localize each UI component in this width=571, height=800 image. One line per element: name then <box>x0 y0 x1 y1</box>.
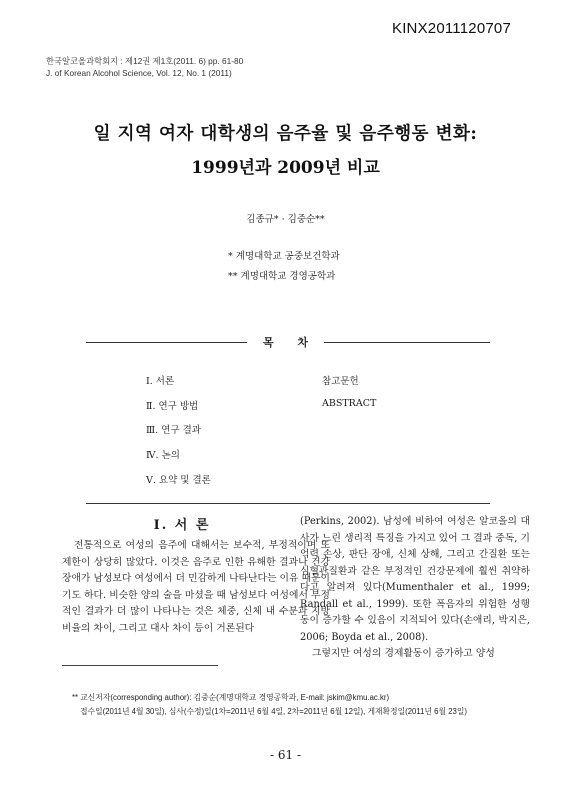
paper-subtitle: 1999년과 2009년 비교 <box>191 158 380 178</box>
toc-item-discussion: Ⅳ. 논의 <box>146 450 180 461</box>
body-paragraph-left: 전통적으로 여성의 음주에 대해서는 보수적, 부정적이며 또 제한이 상당히 많았다. 이것은 음주로 인한 유해한 결과나 건강장애가 남성보다 여성에서 더 민감하게 나타난다는 이유 때문이기도 하다. 비슷한 양의 술을 마셨을 때 남성보다 여성에서 부정적인 결과가 더 많이 나타나는 것은 체중, 신체 내 수분과 지방 비율의 차이, 그리고 대사 차이 등이 거론된다 <box>62 540 330 634</box>
section-heading: Ⅰ. 서 론 <box>153 518 211 533</box>
footnote-corresponding: ** 교신저자(corresponding author): 김중순(계명대학교 경영공학과, E-mail: jskim@kmu.ac.kr) <box>72 693 390 702</box>
toc-item-intro: Ⅰ. 서론 <box>146 376 175 387</box>
footnote-divider <box>62 665 218 666</box>
toc-item-methods: Ⅱ. 연구 방법 <box>146 401 199 412</box>
paper-title: 일 지역 여자 대학생의 음주율 및 음주행동 변화: <box>93 124 478 144</box>
affiliation-1: * 계명대학교 공중보건학과 <box>228 251 340 262</box>
authors: 김종규* · 김중순** <box>246 214 325 225</box>
body-column-right <box>300 514 530 663</box>
journal-korean: 한국알코올과학회지 : 제12권 제1호(2011. 6) pp. 61-80 <box>46 56 244 66</box>
body-paragraph-right-2: 그렇지만 여성의 경제활동이 증가하고 양성 <box>312 648 495 659</box>
affiliation-2: ** 계명대학교 경영공학과 <box>228 271 336 282</box>
toc-item-abstract: ABSTRACT <box>322 398 377 409</box>
footnote-dates: 접수일(2011년 4월 30일), 심사(수정)일(1차=2011년 6월 4일, 2차=2011년 6월 12일), 게재확정일(2011년 6월 23일) <box>80 707 467 716</box>
document-id: KINX2011120707 <box>391 20 511 37</box>
toc-item-conclusion: Ⅴ. 요약 및 결론 <box>146 475 211 486</box>
toc-item-results: Ⅲ. 연구 결과 <box>146 425 201 436</box>
body-paragraph-right-1: (Perkins, 2002). 남성에 비하여 여성은 알코올의 대사가 느린 생리적 특징을 가지고 있어 그 결과 중독, 기억력 손상, 판단 장애, 신체 상해, 그리고 간질환 또는 심혈관질환과 같은 부정적인 건강문제에 훨씬 취약하다고 알려져 있다(Mumenthaler et al., 1999; Randall et al., 1999). 또한 폭음자의 위험한 성행동이 증가할 수 있음이 지적되어 있다(손애리, 박지은, 2006; Boyda et al., 2008). <box>300 516 530 643</box>
page-number: - 61 - <box>269 748 301 762</box>
journal-english: J. of Korean Alcohol Science, Vol. 12, No. 1 (2011) <box>46 67 232 78</box>
toc-item-references: 참고문헌 <box>322 376 359 387</box>
journal-header <box>46 56 243 79</box>
toc-title: 목 차 <box>0 334 571 350</box>
